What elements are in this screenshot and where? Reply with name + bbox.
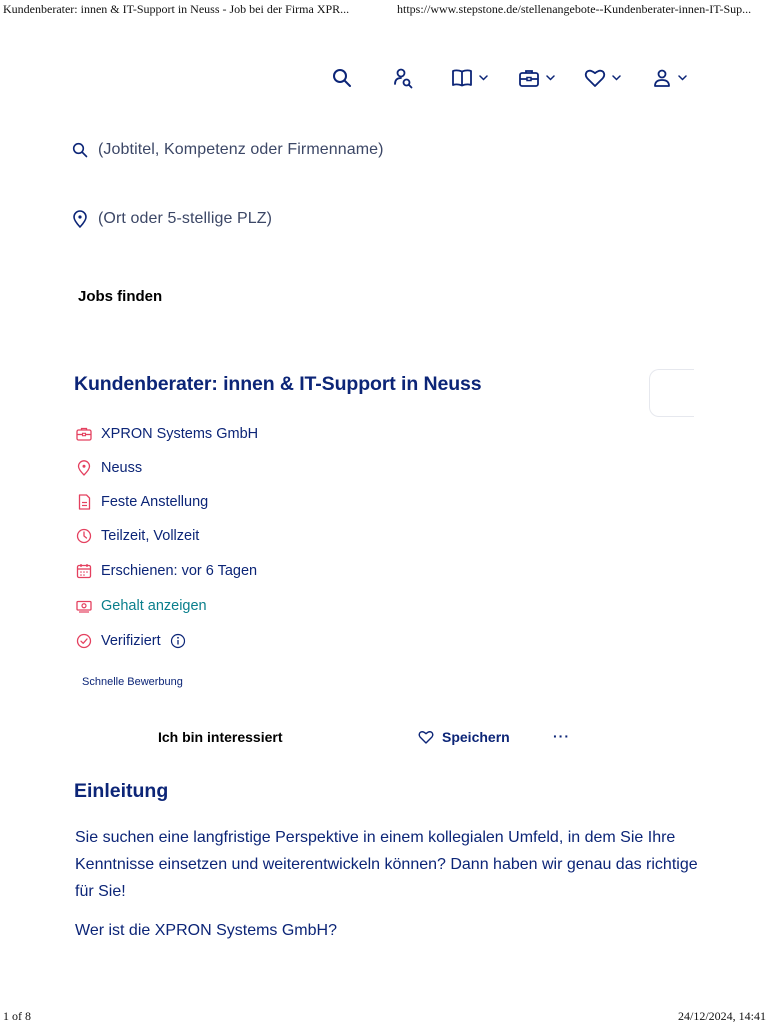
published-date — [76, 563, 257, 579]
document-icon — [76, 494, 92, 510]
chevron-down-icon — [612, 75, 621, 81]
job-location-text: Neuss — [101, 460, 143, 476]
calendar-icon — [76, 563, 92, 579]
chevron-down-icon — [479, 75, 488, 81]
contract-type — [76, 494, 208, 510]
location-pin-icon — [76, 460, 92, 476]
job-location — [76, 460, 142, 476]
intro-paragraph: Sie suchen eine langfristige Perspektive in einem kollegialen Umfeld, in dem Sie Ihre Kenntnisse einsetzen und weiterentwickeln können? Dann haben wir genau das richtige für Sie! — [75, 829, 698, 900]
verified-status — [76, 633, 186, 649]
find-jobs-button[interactable]: Jobs finden — [78, 288, 163, 305]
verified-check-icon — [76, 633, 92, 649]
chevron-down-icon — [546, 75, 555, 81]
briefcase-icon — [76, 426, 92, 442]
user-icon — [652, 68, 672, 88]
show-salary-text: Gehalt anzeigen — [101, 598, 207, 614]
money-icon — [76, 598, 92, 614]
jobs-menu[interactable] — [518, 64, 555, 92]
search-icon — [70, 140, 90, 160]
account-menu[interactable] — [652, 64, 687, 92]
job-search-placeholder: (Jobtitel, Kompetenz oder Firmenname) — [98, 141, 384, 158]
search-icon — [332, 68, 352, 88]
location-input[interactable] — [70, 209, 272, 229]
print-page-number: 1 of 8 — [3, 1009, 31, 1023]
interested-button[interactable]: Ich bin interessiert — [158, 729, 283, 745]
verified-text: Verifiziert — [101, 633, 161, 649]
company-logo — [649, 369, 694, 417]
heart-icon — [418, 730, 434, 744]
print-page-url: https://www.stepstone.de/stellenangebote--Kundenberater-innen-IT-Sup... — [397, 2, 752, 16]
print-datetime: 24/12/2024, 14:41 — [677, 1009, 766, 1023]
company-question: Wer ist die XPRON Systems GmbH? — [75, 922, 337, 939]
favorites-menu[interactable] — [584, 64, 621, 92]
clock-icon — [76, 528, 92, 544]
heart-icon — [584, 68, 606, 88]
info-icon[interactable] — [170, 633, 186, 649]
save-button[interactable] — [418, 729, 510, 745]
chevron-down-icon — [678, 75, 687, 81]
location-placeholder: (Ort oder 5-stellige PLZ) — [98, 210, 273, 227]
library-menu[interactable] — [451, 64, 488, 92]
show-salary-link[interactable] — [76, 598, 207, 614]
briefcase-icon — [518, 68, 540, 88]
people-search-icon — [392, 67, 414, 89]
location-pin-icon — [70, 209, 90, 229]
contract-type-text: Feste Anstellung — [101, 494, 209, 510]
quick-apply-badge: Schnelle Bewerbung — [82, 676, 183, 688]
published-date-text: Erschienen: vor 6 Tagen — [101, 563, 258, 579]
work-time-text: Teilzeit, Vollzeit — [101, 528, 200, 544]
company-name-text: XPRON Systems GmbH — [101, 426, 259, 442]
book-icon — [451, 68, 473, 88]
job-title: Kundenberater: innen & IT-Support in Neuss — [74, 373, 482, 395]
job-search-input[interactable] — [70, 140, 384, 160]
print-page-title: Kundenberater: innen & IT-Support in Neuss - Job bei der Firma XPR... — [3, 2, 350, 16]
search-button[interactable] — [332, 64, 352, 92]
intro-heading: Einleitung — [74, 780, 169, 802]
people-search-button[interactable] — [392, 64, 414, 92]
company-name[interactable] — [76, 426, 258, 442]
save-label: Speichern — [442, 729, 510, 745]
work-time — [76, 528, 199, 544]
more-options-button[interactable]: ··· — [553, 728, 570, 744]
print-header — [0, 2, 768, 16]
